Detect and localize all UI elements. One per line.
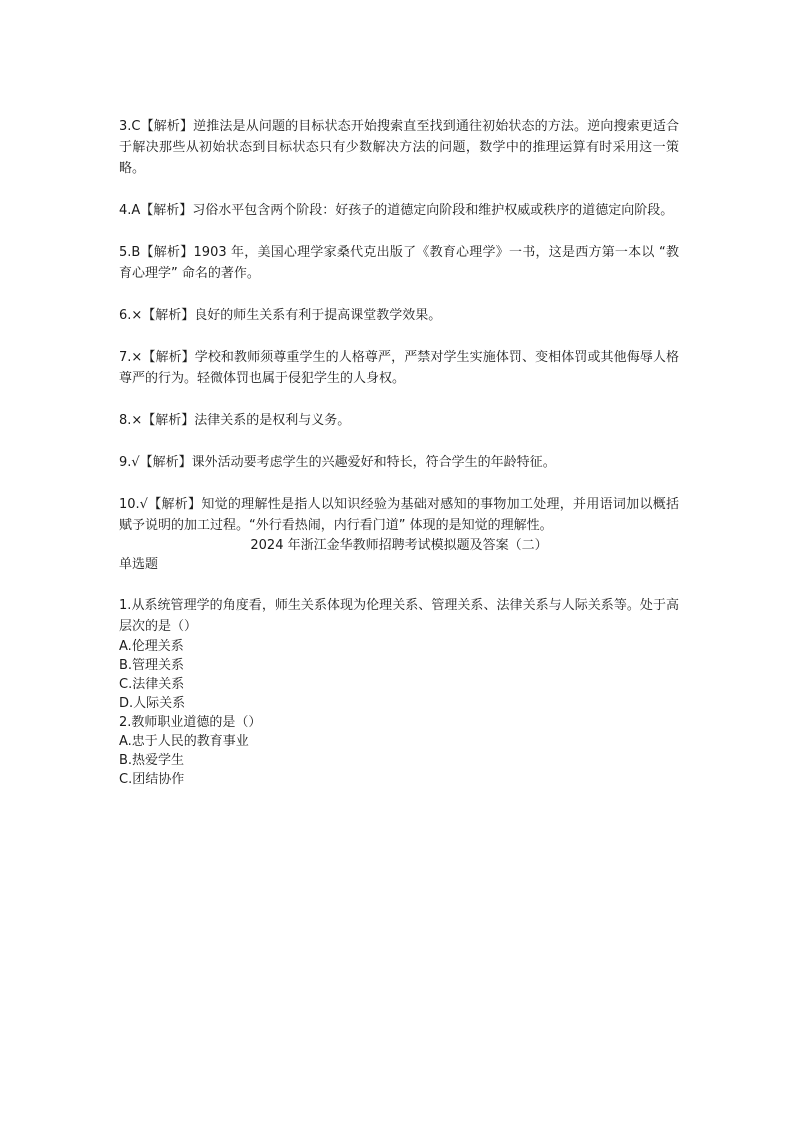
question-1-option-d: D.人际关系	[119, 696, 186, 711]
question-1-option-c: C.法律关系	[119, 677, 185, 692]
answer-4: 4.A【解析】习俗水平包含两个阶段：好孩子的道德定向阶段和维护权威或秩序的道德定向阶段。	[119, 203, 674, 218]
question-2-option-a: A.忠于人民的教育事业	[119, 734, 249, 749]
answer-7: 7.×【解析】学校和教师须尊重学生的人格尊严，严禁对学生实施体罚、变相体罚或其他侮辱人格尊严的行为。轻微体罚也属于侵犯学生的人身权。	[119, 350, 679, 386]
question-1-option-b: B.管理关系	[119, 658, 185, 673]
answer-8: 8.×【解析】法律关系的是权利与义务。	[119, 413, 351, 428]
question-2-option-c: C.团结协作	[119, 772, 185, 787]
answer-9: 9.√【解析】课外活动要考虑学生的兴趣爱好和特长，符合学生的年龄特征。	[119, 455, 556, 470]
question-1-stem: 1.从系统管理学的角度看，师生关系体现为伦理关系、管理关系、法律关系与人际关系等。处于高层次的是（）	[119, 598, 679, 634]
answer-3: 3.C【解析】逆推法是从问题的目标状态开始搜索直至找到通往初始状态的方法。逆向搜索更适合于解决那些从初始状态到目标状态只有少数解决方法的问题，数学中的推理运算有时采用这一策略。	[119, 119, 679, 176]
answer-6: 6.×【解析】良好的师生关系有利于提高课堂教学效果。	[119, 308, 442, 323]
question-2-stem: 2.教师职业道德的是（）	[119, 715, 262, 730]
section-title: 2024 年浙江金华教师招聘考试模拟题及答案（二）	[250, 538, 548, 553]
section-type: 单选题	[119, 557, 159, 572]
answer-10: 10.√【解析】知觉的理解性是指人以知识经验为基础对感知的事物加工处理，并用语词加以概括赋予说明的加工过程。“外行看热闹，内行看门道” 体现的是知觉的理解性。	[119, 497, 679, 533]
document-page	[119, 116, 679, 789]
question-1-option-a: A.伦理关系	[119, 639, 184, 654]
question-2-option-b: B.热爱学生	[119, 753, 185, 768]
answer-5: 5.B【解析】1903 年，美国心理学家桑代克出版了《教育心理学》一书，这是西方第一本以 “教育心理学” 命名的著作。	[119, 245, 679, 281]
